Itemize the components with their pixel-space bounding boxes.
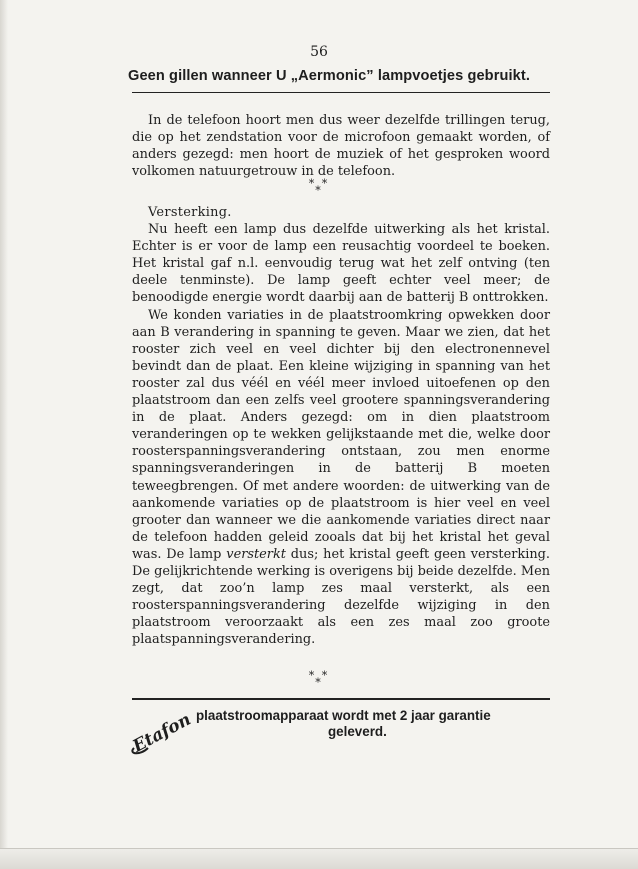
- etafon-logo: [124, 704, 194, 758]
- separator-stars: [0, 177, 638, 197]
- svg-text:Etafon: Etafon: [129, 709, 194, 757]
- star-mark: *: [315, 184, 323, 197]
- intro-block: [132, 112, 550, 180]
- section-block: [132, 204, 550, 648]
- footer-rule: [132, 698, 550, 700]
- paragraph-2: Nu heeft een lamp dus dezelfde uitwerking als het kristal. Echter is er voor de lamp een reusachtig voordeel te boeken. Het kristal gaf n.l. eenvoudig terug wat het zelf ontving (ten deele tenminste). De lamp geeft echter veel meer; de benoodigde energie wordt daarbij aan de batterij B onttrokken.: [132, 222, 550, 306]
- footer-advert: [196, 708, 556, 740]
- star-mark: *: [308, 177, 317, 190]
- footer-line-2: geleverd.: [328, 724, 387, 739]
- paragraph-3-text-end: dus; het kristal geeft geen versterking. De gelijkrichtende werking is overigens bij beide dezelfde. Men zegt, dat zoo’n lamp zes maal versterkt, als een roosterspanningsverandering dezelfde wijziging in den plaatstroom veroorzaakt als een zes maal zoo groote plaatspanningsverandering.: [132, 546, 550, 648]
- page-edge-shadow: [0, 0, 8, 868]
- page-edge-bottom: [0, 848, 638, 869]
- star-mark: *: [315, 676, 323, 689]
- star-mark: *: [321, 669, 330, 682]
- header-rule: [132, 92, 550, 93]
- page-number: 56: [310, 44, 328, 60]
- separator-stars-bottom: [0, 669, 638, 689]
- section-title: Versterking.: [148, 205, 232, 220]
- emphasis-word: versterkt: [226, 546, 286, 562]
- footer-line-1: plaatstroomapparaat wordt met 2 jaar garantie: [196, 708, 491, 723]
- paragraph-3: [132, 307, 550, 649]
- star-mark: *: [308, 669, 317, 682]
- paragraph-3-text: We konden variaties in de plaatstroomkring opwekken door aan B verandering in spanning te geven. Maar we zien, dat het rooster zich veel en veel dichter bij den electronennevel bevindt dan de plaat. Een kleine wijziging in spanning van het rooster zal dus véél en véél meer invloed uitoefenen op den plaatstroom dan een zelfs veel grootere spanningsverandering in de plaat. Anders gezegd: om in dien plaatstroom veranderingen op te wekken gelijkstaande met die, welke door roosterspanningsverandering ontstaan, zou men enorme spanningsveranderingen in de batterij B moeten teweegbrengen. Of met andere woorden: de uitwerking van de aankomende variaties op de plaatstroom is hier veel en veel grooter dan wanneer we die aankomende variaties direct naar de telefoon hadden geleid zooals dat bij het kristal het geval was. De lamp: [132, 307, 550, 562]
- intro-paragraph: In de telefoon hoort men dus weer dezelfde trillingen terug, die op het zendstation voor de microfoon gemaakt worden, of anders gezegd: men hoort de muziek of het gesproken woord volkomen natuurgetrouw in de telefoon.: [132, 113, 550, 180]
- page-header: Geen gillen wanneer U „Aermonic” lampvoetjes gebruikt.: [128, 68, 530, 84]
- star-mark: *: [321, 177, 330, 190]
